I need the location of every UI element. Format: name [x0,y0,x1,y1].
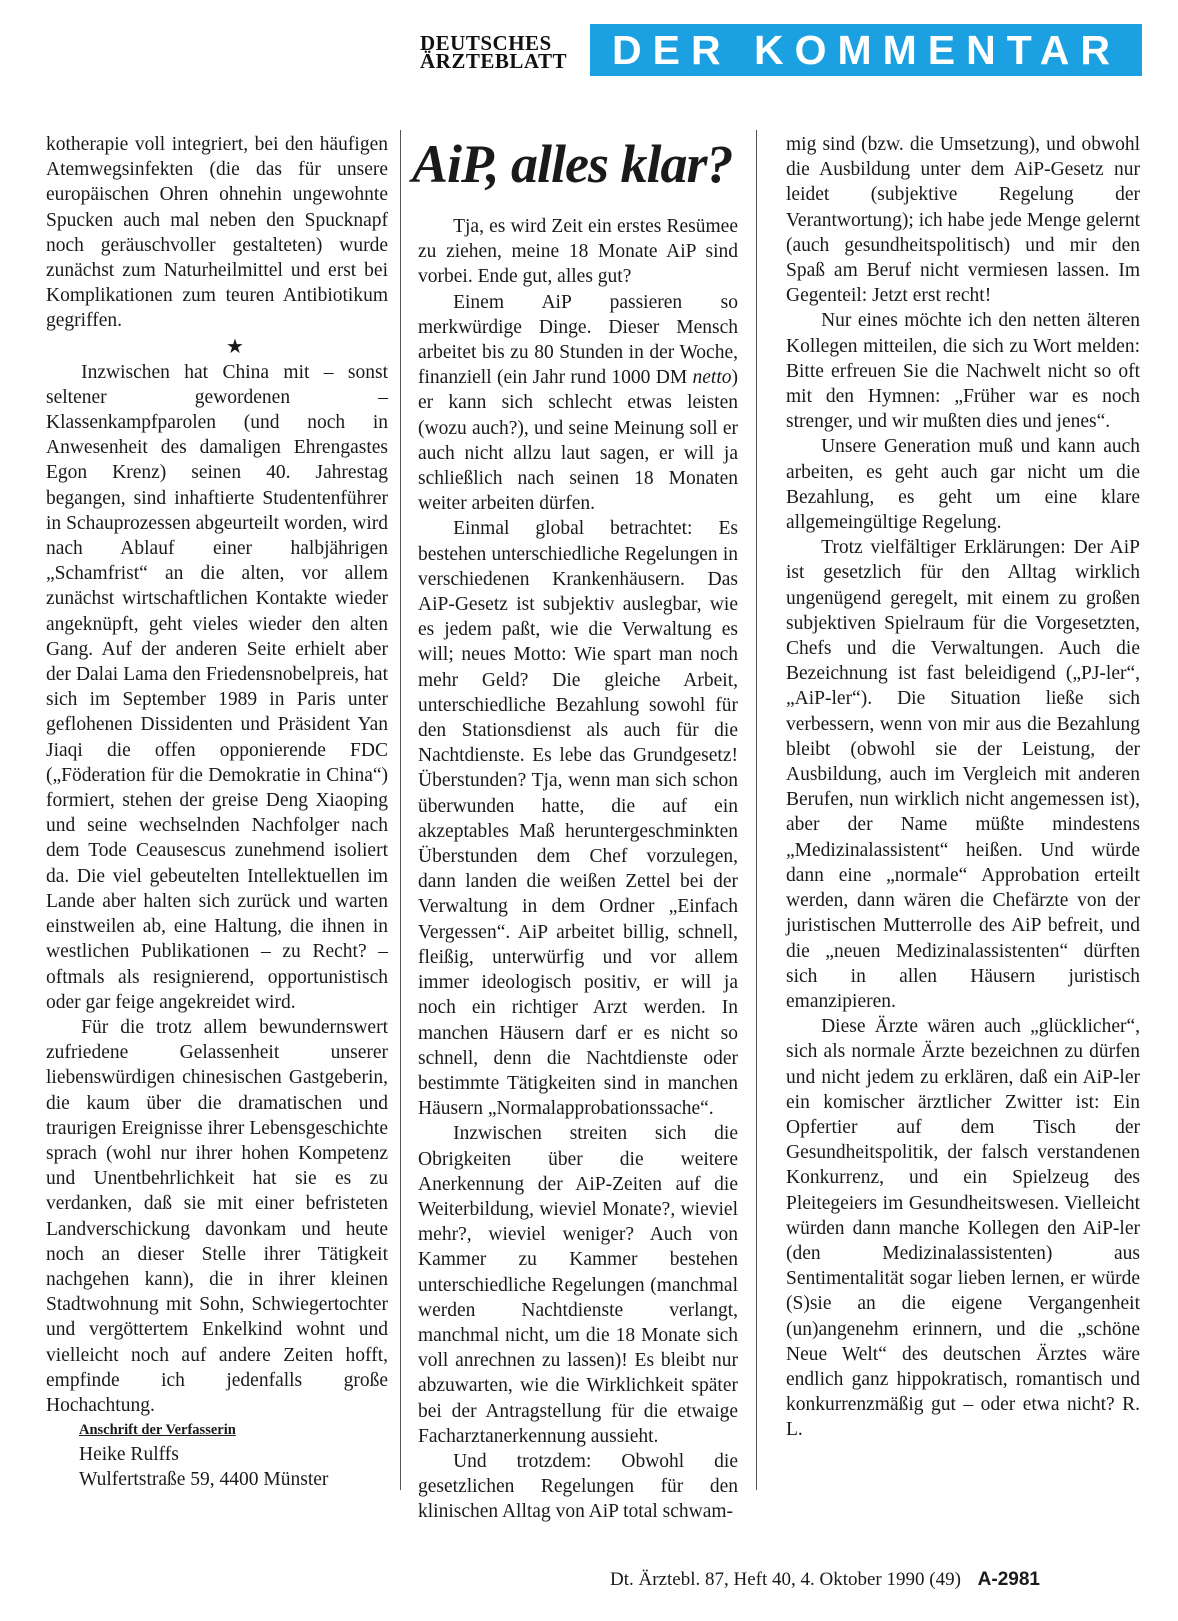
paragraph: Trotz vielfältiger Erklärungen: Der AiP ist gesetzlich für den Alltag wirklich ungenügend geregelt, mit einem zu großen subjektiven Spielraum für die Vorgesetzten, Chefs und die Verwaltungen. Auch die Bezeichnung ist fast beleidigend („PJ-ler“, „AiP-ler“). Die Situation ließe sich verbessern, wenn von mir aus die Bezahlung bleibt (obwohl sie der Leistung, der Ausbildung, auch im Vergleich mit anderen Berufen, nun wirklich nicht angemessen ist), aber der Name müßte mindestens „Medizinalassistent“ heißen. Und würde dann eine „normale“ Approbation erteilt werden, dann wären die Chefärzte von der juristischen Mutterrolle des AiP befreit, und die „neuen Medizinalassistenten“ dürften sich in allen Häusern juristisch emanzipieren. [786,537,1140,1012]
article-column-1 [46,132,388,1418]
page-footer [610,1568,1142,1592]
paragraph: Nur eines möchte ich den netten älteren Kollegen mitteilen, die sich zu Wort melden: Bitte erfreuen Sie die Nachwelt nicht so oft mit den Hymnen: „Früher war es noch strenger, und wir mußten dies und jenes“. [786,310,1140,433]
article-column-3 [786,132,1140,1443]
section-banner: DER KOMMENTAR [590,24,1142,76]
text-run: Diese Ärzte wären auch „glücklicher“, sich als normale Ärzte bezeichnen zu dürfen und nicht jedem zu erklären, daß ein AiP-ler ein komischer ärztlicher Zwitter ist: Ein Opfertier auf dem Tisch der Gesundheitspolitik, der falsch verstandenen Konkurrenz, und ein Spielzeug des Pleitegeiers im Gesundheitswesen. Vielleicht würden dann manche Kollegen den AiP-ler (den Medizinalassistenten) aus Sentimentalität sogar lieben lernen, er würde (S)sie an die eigene Vergangenheit (un)angenehm erinnern, und die „schöne Neue Welt“ des deutschen Ärztes wäre endlich ganz hippokratisch, romantisch und konkurrenzmäßig gut – oder etwa nicht? [786,1016,1140,1416]
author-address [79,1420,399,1492]
page-number: A-2981 [977,1569,1040,1590]
paragraph [418,290,738,517]
paragraph: kotherapie voll integriert, bei den häufigen Atemwegsinfekten (die das für unsere europäischen Ohren ohnehin ungewohnte Spucken auch mal neben den Spucknapf noch geräuschvoller gestalteten) wurde zunächst zum Naturheilmittel und erst bei Komplikationen zum teuren Antibiotikum gegriffen. [46,134,388,332]
author-street: Wulfertstraße 59, 4400 Münster [79,1469,329,1490]
article-column-2 [418,214,738,1525]
paragraph: Inzwischen hat China mit – sonst seltener gewordenen – Klassenkampfparolen (und noch in Anwesenheit des damaligen Ehrengastes Egon Krenz) seinen 40. Jahrestag begangen, sind inhaftierte Studentenführer in Schauprozessen abgeurteilt worden, wird nach Ablauf einer halbjährigen „Schamfrist“ an die alten, vor allem zunächst wirtschaftlichen Kontakte wieder angeknüpft, geht vieles wieder den alten Gang. Auf der anderen Seite erhielt aber der Dalai Lama den Friedensnobelpreis, hat sich im September 1989 in Paris unter geflohenen Dissidenten und Präsident Yan Jiaqi die offen opponierende FDC („Föderation für die Demokratie in China“) formiert, stehen der greise Deng Xiaoping und seine wechselnden Nachfolger nach dem Tode Ceausescus zunehmend isoliert da. Die viel gebeutelten Intellektuellen im Lande aber halten sich zurück und warten einstweilen ab, eine Haltung, die ihnen in westlichen Publikationen – zu Recht? – oftmals als resignierend, opportunistisch oder gar feige angekreidet wird. [46,361,388,1013]
paragraph: Inzwischen streiten sich die Obrigkeiten über die weitere Anerkennung der AiP-Zeiten auf die Weiterbildung, wieviel Monate?, wieviel mehr?, wieviel weniger? Auch von Kammer zu Kammer bestehen unterschiedliche Regelungen (manchmal werden Nachtdienste verlangt, manchmal nicht, um die 18 Monate sich voll anrechnen zu lassen)! Es bleibt nur abzuwarten, wie die Wirklichkeit später bei der Antragstellung für die etwaige Facharztanerkennung aussieht. [418,1123,738,1447]
citation: Dt. Ärztebl. 87, Heft 40, 4. Oktober 1990 (49) [610,1569,961,1590]
paragraph: Einmal global betrachtet: Es bestehen unterschiedliche Regelungen in verschiedenen Krankenhäusern. Das AiP-Gesetz ist subjektiv auslegbar, wie es jedem paßt, wie die Verwaltung es will; neues Motto: Wie spart man noch mehr Geld? Die gleiche Arbeit, unterschiedliche Bezahlung sowohl für den Stationsdienst als auch für die Nachtdienste. Es lebe das Grundgesetz! Überstunden? Tja, wenn man sich schon überwunden hatte, die auf ein akzeptables Maß heruntergeschminkten Überstunden dem Chef vorzulegen, dann landen die weißen Zettel bei der Verwaltung in dem Ordner „Einfach Vergessen“. AiP arbeitet billig, schnell, fleißig, unterwürfig und vor allem immer ideologisch positiv, er will ja noch ein richtiger Arzt werden. In manchen Häusern darf er es nicht so schnell, denn die Nachtdienste oder bestimmte Tätigkeiten sind in manchen Häusern „Normalapprobationssache“. [418,518,738,1120]
author-address-heading: Anschrift der Verfasserin [79,1422,236,1438]
journal-logo-line2: ÄRZTEBLATT [420,49,567,73]
text-run: ) er kann sich schlecht etwas leisten (wozu auch?), und seine Meinung soll er auch nicht allzu laut sagen, er will ja schließlich nach seinen 18 Monaten weiter arbeiten dürfen. [418,367,738,515]
author-name: Heike Rulffs [79,1444,179,1465]
emphasis-text: netto [692,367,732,389]
journal-logo [420,31,590,73]
column-divider-left [400,130,401,1490]
author-initials: R. L. [786,1394,1140,1441]
paragraph: Tja, es wird Zeit ein erstes Resümee zu ziehen, meine 18 Monate AiP sind vorbei. Ende gut, alles gut? [418,216,738,288]
paragraph: Und trotzdem: Obwohl die gesetzlichen Regelungen für den klinischen Alltag von AiP total schwam- [418,1450,738,1523]
star-separator-icon: ★ [226,335,244,358]
column-divider-right [756,130,757,1490]
paragraph [786,1014,1140,1442]
paragraph: Für die trotz allem bewundernswert zufriedene Gelassenheit unserer liebenswürdigen chinesischen Gastgeberin, die kaum über die dramatischen und traurigen Ereignisse ihrer Lebensgeschichte sprach (wohl nur ihrer hohen Kompetenz und Unentbehrlichkeit hat sie es zu verdanken, daß sie mit einer befristeten Landverschickung davonkam und heute noch an dieser Stelle ihrer Tätigkeit nachgehen kann), die in ihrer kleinen Stadtwohnung mit Sohn, Schwiegertochter und vergöttertem Enkelkind wohnt und vielleicht noch auf andere Zeiten hofft, empfinde ich jedenfalls große Hochachtung. [46,1016,388,1416]
journal-logo-line1: DEUTSCHES [420,31,552,55]
article-title: AiP, alles klar? [412,134,733,194]
paragraph: mig sind (bzw. die Umsetzung), und obwohl die Ausbildung unter dem AiP-Gesetz nur leidet (subjektive Regelung der Verantwortung); ich habe jede Menge gelernt (auch gesundheitspolitisch) und mir den Spaß am Beruf nicht vermiesen lassen. Im Gegenteil: Jetzt erst recht! [786,134,1140,307]
text-run: Einem AiP passieren so merkwürdige Dinge. Dieser Mensch arbeitet bis zu 80 Stunden in der Woche, finanziell (ein Jahr rund 1000 DM [418,291,738,389]
paragraph: Unsere Generation muß und kann auch arbeiten, es geht auch gar nicht um die Bezahlung, es geht um eine klare allgemeingültige Regelung. [786,436,1140,534]
